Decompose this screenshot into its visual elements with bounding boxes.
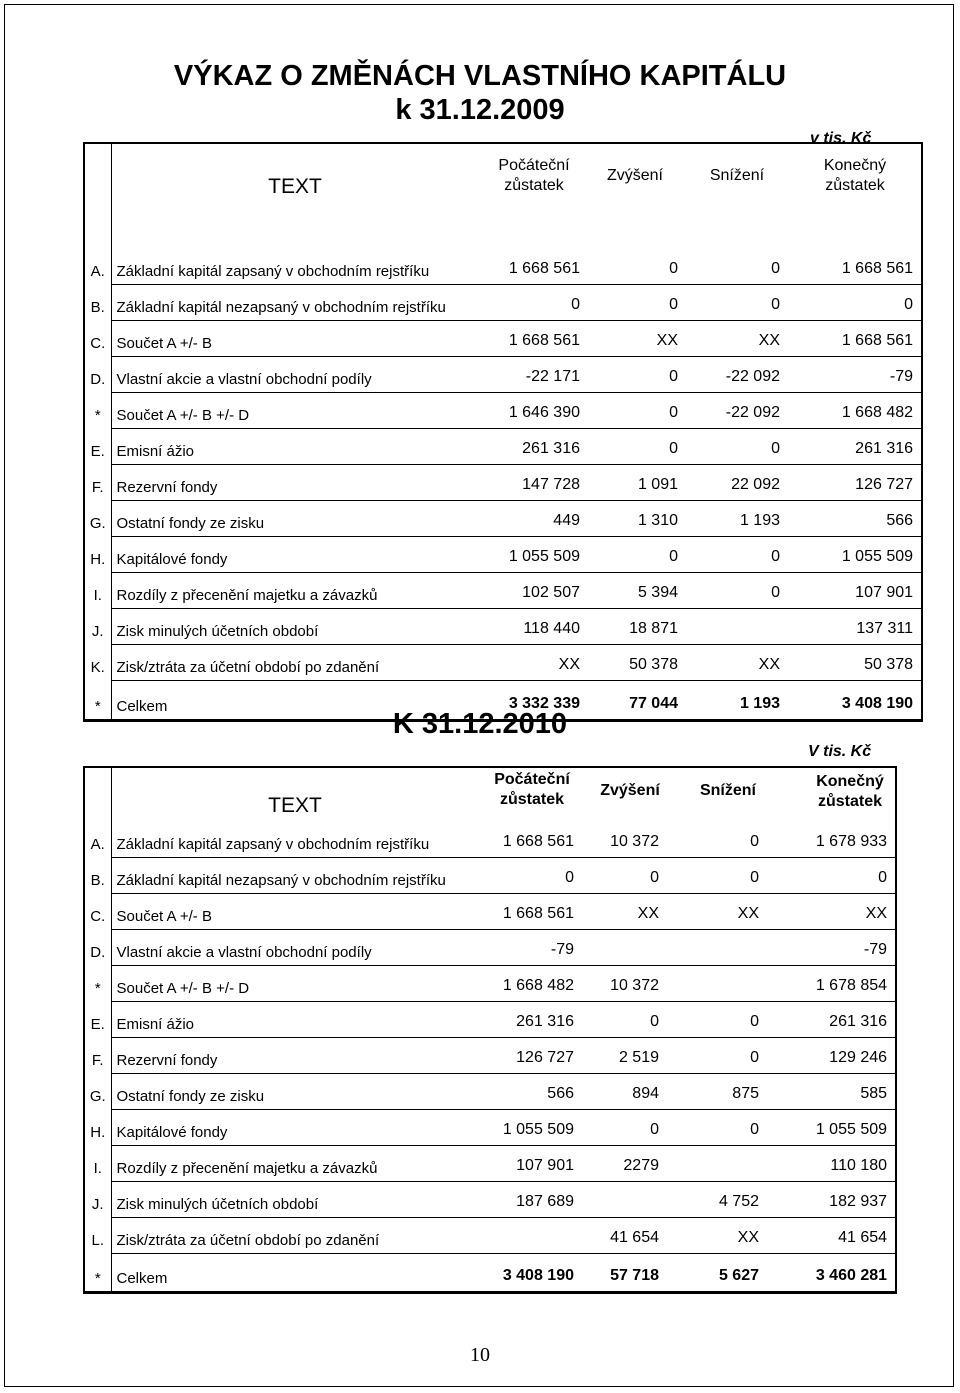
row-letter: D.: [84, 356, 111, 392]
report-title: VÝKAZ O ZMĚNÁCH VLASTNÍHO KAPITÁLU: [173, 60, 787, 92]
table-row: [84, 893, 896, 929]
table-row: [84, 464, 922, 500]
closing-balance: 1 055 509: [795, 536, 922, 572]
header-letter-cell: [84, 143, 111, 205]
table-row: [84, 1073, 896, 1109]
decrease-value: 0: [698, 284, 795, 320]
row-label: Ostatní fondy ze zisku: [111, 500, 493, 536]
opening-balance: 187 689: [489, 1181, 588, 1217]
decrease-value: XX: [681, 1217, 785, 1253]
table-row: [84, 1037, 896, 1073]
decrease-value: -22 092: [698, 392, 795, 428]
row-label: Součet A +/- B +/- D: [111, 392, 493, 428]
row-label: Základní kapitál zapsaný v obchodním rejstříku: [111, 248, 493, 284]
opening-balance: 1 668 561: [489, 821, 588, 857]
closing-balance: XX: [785, 893, 896, 929]
header-opening-line1: Počáteční: [498, 157, 570, 174]
opening-balance: 261 316: [489, 1001, 588, 1037]
row-letter: A.: [84, 821, 111, 857]
report-date-2010: K 31.12.2010: [392, 708, 568, 740]
increase-value: 0: [588, 1109, 681, 1145]
header-opening-line2: zůstatek: [504, 177, 564, 194]
table-row: [84, 857, 896, 893]
header-letter-cell: [84, 205, 111, 248]
opening-balance: 1 668 561: [489, 893, 588, 929]
decrease-value: 5 627: [718, 1266, 759, 1284]
opening-balance: 1 668 561: [493, 320, 595, 356]
header-row: [84, 767, 896, 821]
total-row: [84, 1253, 896, 1292]
equity-table-2009: [83, 142, 923, 722]
increase-value: 77 044: [629, 694, 678, 712]
decrease-value: 0: [681, 1109, 785, 1145]
row-label: Rezervní fondy: [111, 1037, 489, 1073]
header-spacer: [111, 205, 922, 248]
row-label: Emisní ážio: [111, 1001, 489, 1037]
closing-balance: 182 937: [785, 1181, 896, 1217]
header-opening-line1: Počáteční: [494, 771, 570, 788]
increase-value: 0: [595, 392, 698, 428]
closing-balance: 137 311: [795, 608, 922, 644]
table-row: [84, 284, 922, 320]
closing-balance: 261 316: [795, 428, 922, 464]
closing-balance: 1 678 854: [785, 965, 896, 1001]
row-letter: J.: [84, 608, 111, 644]
opening-balance: 102 507: [493, 572, 595, 608]
decrease-value: 4 752: [681, 1181, 785, 1217]
row-label: Součet A +/- B: [111, 320, 493, 356]
opening-balance: 566: [489, 1073, 588, 1109]
increase-value: 0: [595, 248, 698, 284]
closing-balance: 110 180: [785, 1145, 896, 1181]
decrease-value: XX: [698, 320, 795, 356]
table-row: [84, 644, 922, 680]
header-decrease: Snížení: [709, 167, 765, 184]
table-row: [84, 428, 922, 464]
decrease-value: 0: [681, 1001, 785, 1037]
header-row: [84, 143, 922, 205]
increase-value: 1 091: [595, 464, 698, 500]
table-row: [84, 608, 922, 644]
row-letter: F.: [84, 464, 111, 500]
decrease-value: [681, 965, 785, 1001]
opening-balance: XX: [493, 644, 595, 680]
closing-balance: 1 668 561: [795, 320, 922, 356]
opening-balance: 126 727: [489, 1037, 588, 1073]
increase-value: 10 372: [588, 821, 681, 857]
opening-balance: 3 332 339: [508, 694, 580, 712]
row-letter: C.: [84, 893, 111, 929]
row-letter: G.: [84, 500, 111, 536]
table-row: [84, 965, 896, 1001]
header-opening-line2: zůstatek: [499, 791, 565, 808]
decrease-value: [681, 1145, 785, 1181]
increase-value: XX: [595, 320, 698, 356]
closing-balance: 3 460 281: [815, 1266, 888, 1284]
decrease-value: XX: [698, 644, 795, 680]
table-row: [84, 392, 922, 428]
header-closing-line1: Konečný: [823, 157, 887, 174]
row-letter: *: [84, 965, 111, 1001]
row-letter: *: [84, 680, 111, 720]
unit-label-2009: v tis. Kč: [810, 130, 872, 147]
increase-value: 5 394: [595, 572, 698, 608]
row-letter: I.: [84, 572, 111, 608]
opening-balance: 1 055 509: [493, 536, 595, 572]
increase-value: 2 519: [588, 1037, 681, 1073]
decrease-value: 0: [681, 857, 785, 893]
row-letter: *: [84, 1253, 111, 1292]
row-letter: K.: [84, 644, 111, 680]
row-label: Součet A +/- B +/- D: [111, 965, 489, 1001]
increase-value: 0: [588, 857, 681, 893]
row-label: Rozdíly z přecenění majetku a závazků: [111, 1145, 489, 1181]
header-spacer: [111, 143, 922, 205]
closing-balance: 1 668 561: [795, 248, 922, 284]
opening-balance: 1 668 561: [493, 248, 595, 284]
closing-balance: 585: [785, 1073, 896, 1109]
closing-balance: -79: [795, 356, 922, 392]
row-label: Rezervní fondy: [111, 464, 493, 500]
closing-balance: 3 408 190: [841, 694, 914, 712]
unit-label-2010: V tis. Kč: [808, 743, 872, 760]
header-text-2010: TEXT: [268, 794, 322, 817]
header-closing-line2: zůstatek: [817, 793, 883, 810]
report-date-2009: k 31.12.2009: [395, 94, 565, 126]
row-letter: L.: [84, 1217, 111, 1253]
increase-value: 0: [588, 1001, 681, 1037]
decrease-value: 0: [698, 572, 795, 608]
opening-balance: 261 316: [493, 428, 595, 464]
table-row: [84, 1145, 896, 1181]
row-label: Součet A +/- B: [111, 893, 489, 929]
increase-value: 10 372: [588, 965, 681, 1001]
table-row: [84, 1001, 896, 1037]
decrease-value: 0: [698, 536, 795, 572]
opening-balance: 1 668 482: [489, 965, 588, 1001]
row-letter: G.: [84, 1073, 111, 1109]
decrease-value: XX: [681, 893, 785, 929]
opening-balance: 449: [493, 500, 595, 536]
closing-balance: 50 378: [795, 644, 922, 680]
opening-balance: 0: [489, 857, 588, 893]
opening-balance: 1 055 509: [489, 1109, 588, 1145]
decrease-value: [698, 608, 795, 644]
decrease-value: 0: [698, 248, 795, 284]
table-row: [84, 248, 922, 284]
header-increase: Zvýšení: [606, 167, 663, 184]
header-spacer: [111, 767, 896, 821]
decrease-value: 1 193: [739, 694, 780, 712]
row-letter: E.: [84, 1001, 111, 1037]
row-label: Základní kapitál nezapsaný v obchodním rejstříku: [111, 857, 489, 893]
table-row: [84, 536, 922, 572]
closing-balance: 1 055 509: [785, 1109, 896, 1145]
closing-balance: 0: [795, 284, 922, 320]
increase-value: 0: [595, 428, 698, 464]
equity-table-2010: [83, 766, 897, 1294]
increase-value: 2279: [588, 1145, 681, 1181]
row-label: Rozdíly z přecenění majetku a závazků: [111, 572, 493, 608]
table-row: [84, 1109, 896, 1145]
opening-balance: -79: [489, 929, 588, 965]
opening-balance: 118 440: [493, 608, 595, 644]
row-label: Zisk minulých účetních období: [111, 608, 493, 644]
row-label: Zisk minulých účetních období: [111, 1181, 489, 1217]
header-text: TEXT: [268, 175, 322, 198]
header-increase-2010: Zvýšení: [600, 782, 660, 799]
row-label: Ostatní fondy ze zisku: [111, 1073, 489, 1109]
row-letter: *: [84, 392, 111, 428]
opening-balance: 0: [493, 284, 595, 320]
increase-value: 894: [588, 1073, 681, 1109]
row-label: Celkem: [116, 697, 168, 715]
row-label: Základní kapitál nezapsaný v obchodním rejstříku: [111, 284, 493, 320]
row-label: Vlastní akcie a vlastní obchodní podíly: [111, 356, 493, 392]
closing-balance: -79: [785, 929, 896, 965]
header-closing-line2: zůstatek: [825, 177, 885, 194]
opening-balance: -22 171: [493, 356, 595, 392]
row-label: Zisk/ztráta za účetní období po zdanění: [111, 1217, 489, 1253]
closing-balance: 41 654: [785, 1217, 896, 1253]
decrease-value: 1 193: [698, 500, 795, 536]
closing-balance: 566: [795, 500, 922, 536]
row-letter: A.: [84, 248, 111, 284]
increase-value: 57 718: [610, 1266, 659, 1284]
page-number: 10: [470, 1344, 490, 1366]
row-label: Vlastní akcie a vlastní obchodní podíly: [111, 929, 489, 965]
table-row: [84, 572, 922, 608]
row-letter: C.: [84, 320, 111, 356]
increase-value: 18 871: [595, 608, 698, 644]
closing-balance: 107 901: [795, 572, 922, 608]
table-row: [84, 1217, 896, 1253]
increase-value: [588, 1181, 681, 1217]
row-label: Kapitálové fondy: [111, 536, 493, 572]
header-letter-cell: [84, 767, 111, 821]
row-label: Zisk/ztráta za účetní období po zdanění: [111, 644, 493, 680]
table-row: [84, 500, 922, 536]
closing-balance: 1 678 933: [785, 821, 896, 857]
decrease-value: 0: [681, 821, 785, 857]
opening-balance: 147 728: [493, 464, 595, 500]
increase-value: XX: [588, 893, 681, 929]
row-label: Emisní ážio: [111, 428, 493, 464]
row-letter: J.: [84, 1181, 111, 1217]
row-letter: H.: [84, 1109, 111, 1145]
header-decrease-2010: Snížení: [699, 782, 756, 799]
decrease-value: 0: [698, 428, 795, 464]
table-row: [84, 1181, 896, 1217]
increase-value: 0: [595, 536, 698, 572]
row-letter: H.: [84, 536, 111, 572]
opening-balance: [489, 1217, 588, 1253]
increase-value: 41 654: [588, 1217, 681, 1253]
row-letter: I.: [84, 1145, 111, 1181]
header-row-2: [84, 205, 922, 248]
closing-balance: 261 316: [785, 1001, 896, 1037]
opening-balance: 1 646 390: [493, 392, 595, 428]
increase-value: 1 310: [595, 500, 698, 536]
table-row: [84, 821, 896, 857]
increase-value: 0: [595, 284, 698, 320]
table-row: [84, 320, 922, 356]
row-letter: D.: [84, 929, 111, 965]
increase-value: 50 378: [595, 644, 698, 680]
header-closing-line1: Konečný: [816, 773, 884, 790]
row-letter: B.: [84, 857, 111, 893]
table-row: [84, 929, 896, 965]
row-letter: B.: [84, 284, 111, 320]
table-row: [84, 356, 922, 392]
decrease-value: 22 092: [698, 464, 795, 500]
closing-balance: 0: [785, 857, 896, 893]
row-label: Celkem: [116, 1269, 168, 1287]
closing-balance: 1 668 482: [795, 392, 922, 428]
closing-balance: 126 727: [795, 464, 922, 500]
row-label: Kapitálové fondy: [111, 1109, 489, 1145]
opening-balance: 3 408 190: [502, 1266, 574, 1284]
increase-value: 0: [595, 356, 698, 392]
row-label: Základní kapitál zapsaný v obchodním rejstříku: [111, 821, 489, 857]
decrease-value: 875: [681, 1073, 785, 1109]
opening-balance: 107 901: [489, 1145, 588, 1181]
increase-value: [588, 929, 681, 965]
decrease-value: -22 092: [698, 356, 795, 392]
decrease-value: [681, 929, 785, 965]
closing-balance: 129 246: [785, 1037, 896, 1073]
row-letter: E.: [84, 428, 111, 464]
decrease-value: 0: [681, 1037, 785, 1073]
row-letter: F.: [84, 1037, 111, 1073]
